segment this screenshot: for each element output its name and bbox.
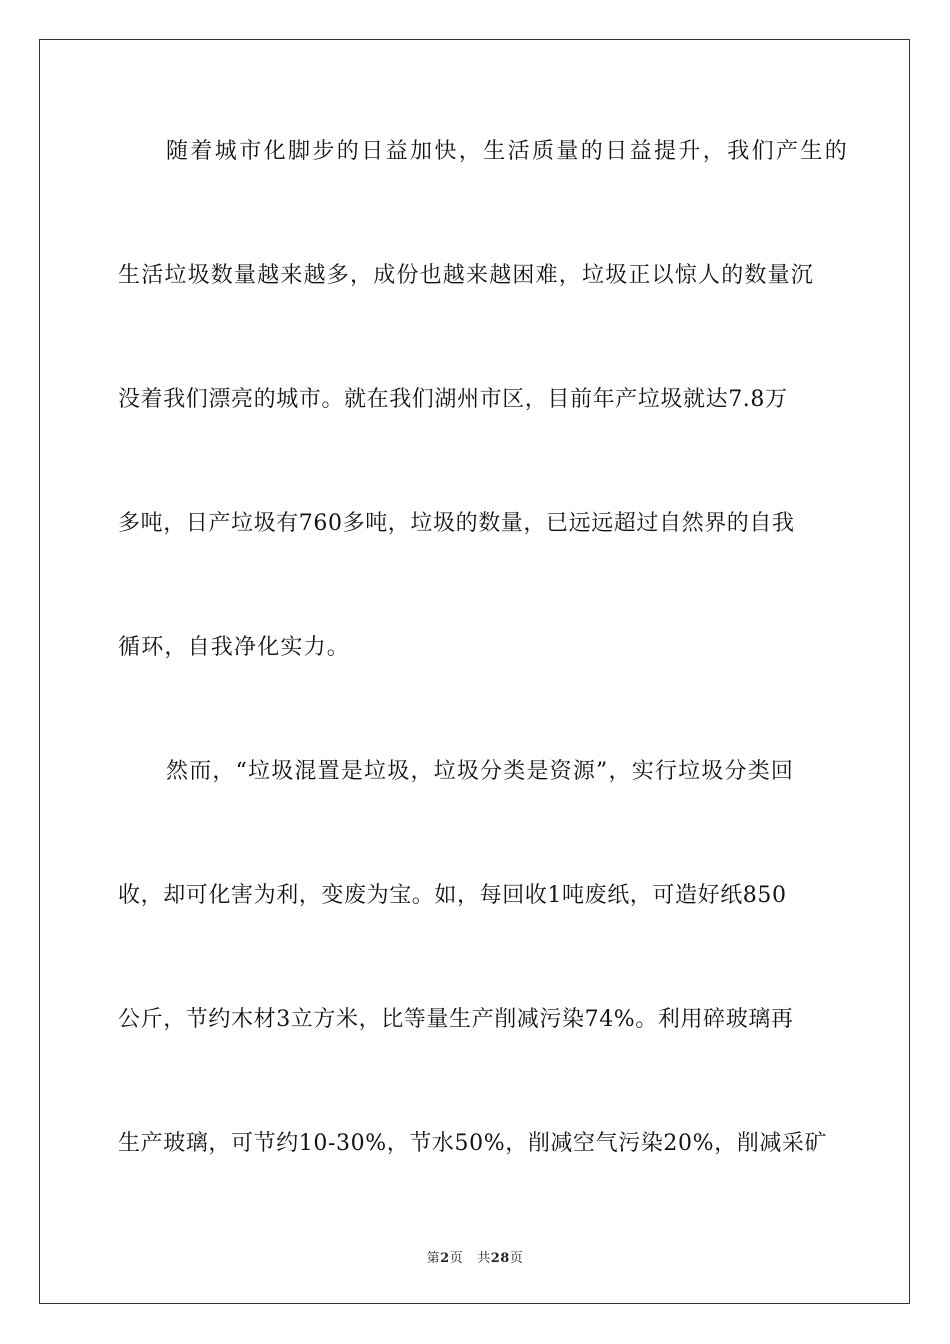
page-footer: [0, 1247, 950, 1266]
paragraph-2-line-2: 收，却可化害为利，变废为宝。如，每回收1吨废纸，可造好纸850: [118, 883, 787, 908]
footer-prefix: 第: [426, 1251, 441, 1266]
current-page-number: 2: [440, 1251, 450, 1266]
paragraph-1-line-3: 没着我们漂亮的城市。就在我们湖州市区，目前年产垃圾就达7.8万: [118, 387, 788, 412]
paragraph-1-line-2: 生活垃圾数量越来越多，成份也越来越困难，垃圾正以惊人的数量沉: [118, 263, 815, 288]
paragraph-2-line-3: 公斤，节约木材3立方米，比等量生产削减污染74%。利用碎玻璃再: [118, 1007, 794, 1032]
page-border: [39, 39, 910, 1304]
footer-page-word: 页: [449, 1251, 464, 1266]
paragraph-1-line-1: 随着城市化脚步的日益加快，生活质量的日益提升，我们产生的: [166, 139, 850, 164]
paragraph-2-line-4: 生产玻璃，可节约10-30%，节水50%，削减空气污染20%，削减采矿: [118, 1131, 828, 1156]
footer-total-prefix: 共: [477, 1251, 491, 1266]
paragraph-2-line-1: 然而，“垃圾混置是垃圾，垃圾分类是资源”，实行垃圾分类回: [166, 759, 795, 784]
paragraph-1-line-5: 循环，自我净化实力。: [118, 635, 351, 660]
total-page-count: 28: [490, 1251, 510, 1266]
paragraph-1-line-4: 多吨，日产垃圾有760多吨，垃圾的数量，已远远超过自然界的自我: [118, 511, 795, 536]
footer-suffix: 页: [509, 1251, 524, 1266]
